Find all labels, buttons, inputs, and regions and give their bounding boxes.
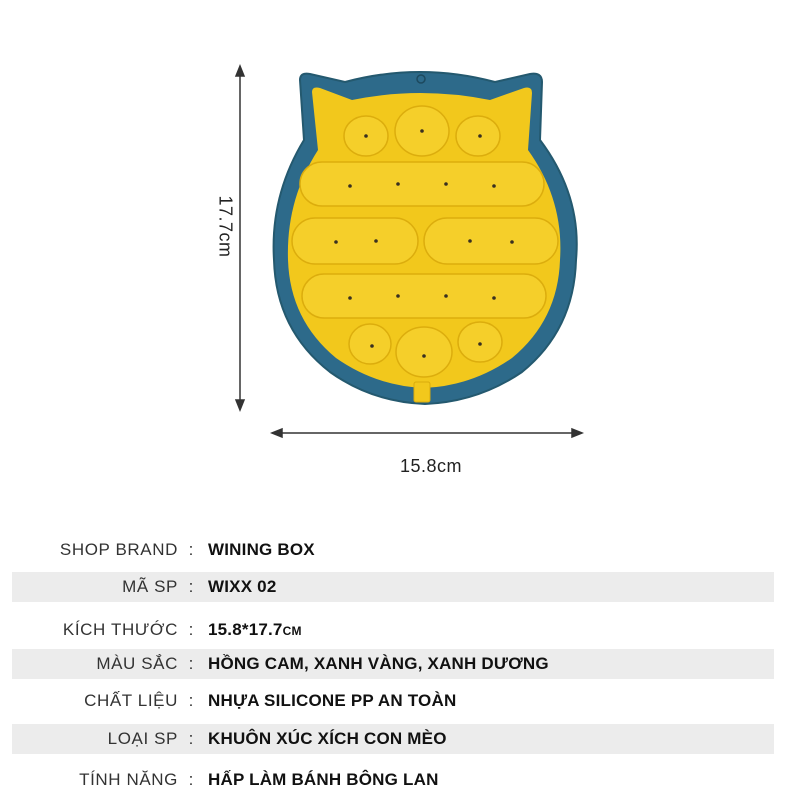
spec-row-shop-brand xyxy=(12,535,774,565)
spec-label: SHOP BRAND xyxy=(59,540,178,559)
spec-value: HỒNG CAM, XANH VÀNG, XANH DƯƠNG xyxy=(208,654,549,673)
spec-label: CHẤT LIỆU xyxy=(84,691,178,710)
width-dimension-label: 15.8cm xyxy=(399,456,463,476)
spec-value: NHỰA SILICONE PP AN TOÀN xyxy=(208,691,457,710)
spec-label: KÍCH THƯỚC xyxy=(62,620,178,639)
spec-row-feature xyxy=(12,765,774,795)
spec-row-size xyxy=(12,615,774,645)
spec-row-material xyxy=(12,686,774,716)
spec-colon: : xyxy=(188,654,194,673)
spec-colon: : xyxy=(188,729,194,748)
spec-label: TÍNH NĂNG xyxy=(79,770,178,789)
sausage-cavities xyxy=(292,162,558,318)
spec-row-product-type xyxy=(12,724,774,754)
mold-tab xyxy=(414,382,430,402)
spec-colon: : xyxy=(188,620,194,639)
spec-colon: : xyxy=(188,691,194,710)
spec-value xyxy=(204,620,302,640)
spec-label: LOẠI SP xyxy=(107,729,178,748)
size-value: 15.8*17.7 xyxy=(208,620,283,639)
spec-colon: : xyxy=(188,770,194,789)
spec-label: MÀU SẮC xyxy=(96,654,178,673)
height-dimension-label: 17.7cm xyxy=(215,195,236,258)
spec-value: WIXX 02 xyxy=(208,577,277,596)
spec-value: KHUÔN XÚC XÍCH CON MÈO xyxy=(208,729,447,748)
spec-label: MÃ SP xyxy=(122,577,178,596)
spec-value: HẤP LÀM BÁNH BÔNG LAN xyxy=(208,770,439,789)
width-dimension-arrow xyxy=(272,429,582,437)
spec-row-color xyxy=(12,649,774,679)
spec-colon: : xyxy=(188,540,194,559)
size-unit: CM xyxy=(282,624,302,638)
spec-value: WINING BOX xyxy=(208,540,315,559)
height-dimension-arrow xyxy=(236,66,244,410)
spec-row-product-code xyxy=(12,572,774,602)
spec-colon: : xyxy=(188,577,194,596)
